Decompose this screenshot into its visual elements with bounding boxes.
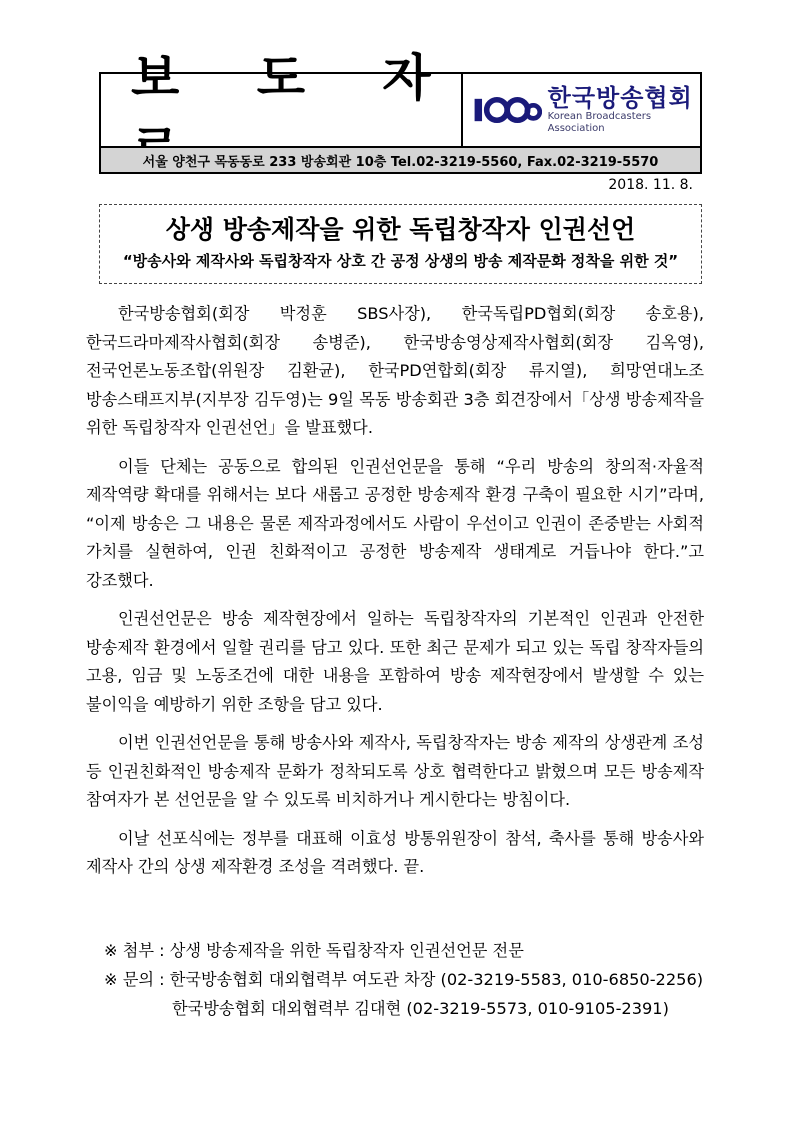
paragraph: 이번 인권선언문을 통해 방송사와 제작사, 독립창작자는 방송 제작의 상생관계 조성 등 인권친화적인 방송제작 문화가 정착되도록 상호 협력한다고 밝혔으며 모든 방송제작 참여자가 본 선언문을 알 수 있도록 비치하거나 게시한다는 방침이다. [86,733,704,809]
paragraph: 이날 선포식에는 정부를 대표해 이효성 방통위원장이 참석, 축사를 통해 방송사와 제작사 간의 상생 제작환경 조성을 격려했다. 끝. [86,828,704,876]
kba-logo-icon [469,90,542,130]
address-bar: 서울 양천구 목동동로 233 방송회관 10층 Tel.02-3219-5560, Fax.02-3219-5570 [101,146,700,172]
press-release-header [99,49,702,174]
paragraph: 인권선언문은 방송 제작현장에서 일하는 독립창작자의 기본적인 인권과 안전한 방송제작 환경에서 일할 권리를 담고 있다. 또한 최근 문제가 되고 있는 독립 창작자들의 고용, 임금 및 노동조건에 대한 내용을 포함하여 방송 제작현장에서 발생할 수 있는 불이익을 예방하기 위한 조항을 담고 있다. [86,609,704,714]
headline-title: 상생 방송제작을 위한 독립창작자 인권선언 [165,215,636,244]
press-release-title: 보 도 자 [101,74,463,146]
paragraph: 한국방송협회(회장 박정훈 SBS사장), 한국독립PD협회(회장 송호용), 한국드라마제작사협회(회장 송병준), 한국방송영상제작사협회(회장 김옥영), 전국언론노동조합(위원장 김환균), 한국PD연합회(회장 류지열), 희망연대노조 방송스태프지부(지부장 김두영)는 9일 목동 방송회관 3층 회견장에서「상생 방송제작을 위한 독립창작자 인권선언」을 발표했다. [86,304,704,437]
logo-name-en: Korean Broadcasters Association [547,111,652,134]
kba-logo [463,74,700,146]
headline-box [99,204,702,284]
paragraph: 이들 단체는 공동으로 합의된 인권선언문을 통해 “우리 방송의 창의적·자율적 제작역량 확대를 위해서는 보다 새롭고 공정한 방송제작 환경 구축이 필요한 시기”라며, “이제 방송은 그 내용은 물론 제작과정에서도 사람이 우선이고 인권이 존중받는 사회적 가치를 실현하여, 인권 친화적이고 공정한 방송제작 생태계로 거듭나야 한다.”고 강조했다. [86,456,704,590]
attachment-note: ※ 첨부 : 상생 방송제작을 위한 독립창작자 인권선언문 전문 [104,941,524,960]
logo-text [548,85,700,135]
body-text [86,300,704,892]
headline-subtitle: “방송사와 제작사와 독립창작자 상호 간 공정 상생의 방송 제작문화 정착을 위한 것” [122,252,679,270]
logo-name-ko: 한국방송협회 [547,84,693,112]
contact-note-secondary: 한국방송협회 대외협력부 김대현 (02-3219-5573, 010-9105-2391) [172,999,669,1018]
notes-section [104,936,714,1023]
contact-note: ※ 문의 : 한국방송협회 대외협력부 여도관 차장 (02-3219-5583, 010-6850-2256) [104,970,704,989]
release-date: 2018. 11. 8. [608,177,693,193]
